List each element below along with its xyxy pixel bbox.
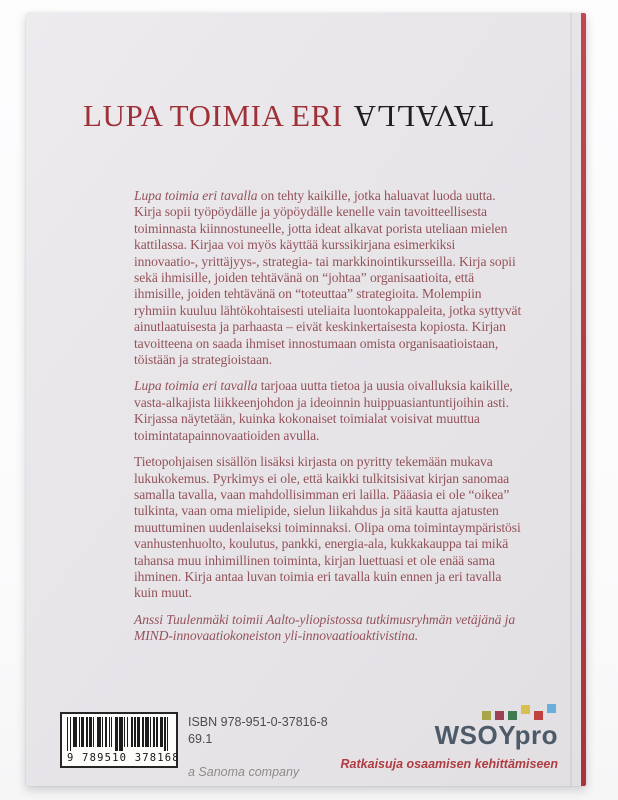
- barcode-bar: [67, 717, 68, 751]
- barcode-bar: [137, 717, 140, 747]
- cover-crease: [570, 13, 572, 786]
- barcode-bar: [86, 717, 87, 747]
- barcode-bar: [142, 717, 143, 747]
- barcode-bars: [67, 717, 171, 751]
- barcode-digits: 9 789510 378168: [67, 752, 180, 764]
- barcode-bar: [127, 717, 128, 747]
- barcode-bar: [164, 717, 165, 751]
- logo-square: [547, 704, 556, 713]
- barcode-bar: [119, 717, 123, 751]
- barcode-bar: [150, 717, 151, 747]
- blurb-paragraph: Lupa toimia eri tavalla on tehty kaikille, jotka haluavat luoda uutta. Kirja sopii työpöydälle ja yöpöydälle kenelle vain tavoitteellisesta toiminnasta kiinnostuneelle, jotta ideat alkavat porista uteliaan mielen kattilassa. Kirjaa voi myös käyttää kurssikirjana esimerkiksi innovaatio-, yrittäjyys-, strategia- tai markkinointikursseilla. Kirja sopii sekä ihmisille, joiden tehtävänä on “johtaa” organisaatioita, että ihmisille, joiden tehtävänä on “toteuttaa” strategioita. Molempiin ryhmiin kuuluu lähtökohtaisesti uteliaita luontokappaleita, jotka syttyvät ainutlaatuisesta ja parhaasta – eivät keskinkertaisesta kopiosta. Kirjan tavoitteena on saada ihmiset innostumaan omista organisaatioistaan, töistään ja strategioistaan.: [134, 188, 522, 368]
- barcode-bar: [167, 717, 168, 751]
- barcode-bar: [156, 717, 157, 747]
- barcode-bar: [97, 717, 101, 747]
- book-title: [83, 98, 493, 134]
- logo-square: [534, 711, 543, 720]
- publisher-logo-squares: [341, 703, 556, 720]
- logo-square: [482, 711, 491, 720]
- sanoma-company-label: a Sanoma company: [188, 765, 300, 779]
- blurb-paragraph: Lupa toimia eri tavalla tarjoaa uutta tietoa ja uusia oivalluksia kaikille, vasta-alkajista liikkeenjohdon ja ideoinnin huippuasiantuntijoihin asti. Kirjassa näytetään, kuinka kokonaiset toimialat voisivat muuttua toimintatapainnovaatioiden avulla.: [134, 378, 513, 443]
- barcode-bar: [81, 717, 84, 747]
- barcode-bar: [153, 717, 156, 747]
- barcode-bar: [131, 717, 134, 747]
- barcode-bar: [89, 717, 92, 747]
- barcode: [60, 712, 178, 768]
- barcode-bar: [109, 717, 110, 747]
- back-cover-blurb: [134, 188, 522, 655]
- logo-square: [508, 711, 517, 720]
- barcode-bar: [79, 717, 80, 747]
- isbn-block: [188, 714, 328, 781]
- barcode-bar: [102, 717, 103, 747]
- book-back-cover: [26, 13, 586, 786]
- barcode-bar: [145, 717, 149, 747]
- title-flipped-upside-down: TAVALLA: [352, 99, 494, 134]
- barcode-bar: [124, 717, 125, 747]
- barcode-bar: [111, 717, 112, 747]
- barcode-bar: [93, 717, 94, 747]
- publisher-logo: [341, 703, 558, 771]
- publisher-name: WSOYpro: [434, 720, 558, 750]
- barcode-bar: [160, 717, 163, 747]
- blurb-paragraph: Tietopohjaisen sisällön lisäksi kirjasta on pyritty tekemään mukava lukukokemus. Pyrkimys ei ole, että kaikki tulkitsisivat kirjan sanomaa samalla tavalla, vaan mahdollisimman eri lailla. Pääasia ei ole “oikea” tulkinta, vaan oma mielipide, sielun liikahdus ja sitä kautta ajatusten muuttuminen uudenlaiseksi toiminnaksi. Olipa oma toimintaympäristösi vanhustenhuolto, koulutus, pankki, energia-ala, kukkakauppa tai mikä tahansa muu inhimillinen toiminta, kirjan luettuasi et ole enää sama ihminen. Kirja antaa luvan toimia eri tavalla kuin ennen ja eri tavalla kuin muut.: [134, 454, 521, 601]
- barcode-bar: [73, 717, 77, 747]
- blurb-paragraph: Anssi Tuulenmäki toimii Aalto-yliopistossa tutkimusryhmän vetäjänä ja MIND-innovaatiokoneiston yli-innovaatioaktivistina.: [134, 611, 516, 644]
- barcode-bar: [134, 717, 135, 747]
- isbn-number: ISBN 978-951-0-37816-8: [188, 715, 328, 729]
- book-spine-edge: [581, 13, 586, 786]
- barcode-bar: [115, 717, 118, 751]
- logo-square: [521, 705, 530, 714]
- title-main: LUPA TOIMIA ERI: [83, 98, 343, 133]
- publisher-tagline: Ratkaisuja osaamisen kehittämiseen: [340, 757, 558, 772]
- classification-code: 69.1: [188, 732, 213, 746]
- barcode-bar: [105, 717, 108, 747]
- logo-square: [495, 711, 504, 720]
- barcode-bar: [70, 717, 71, 751]
